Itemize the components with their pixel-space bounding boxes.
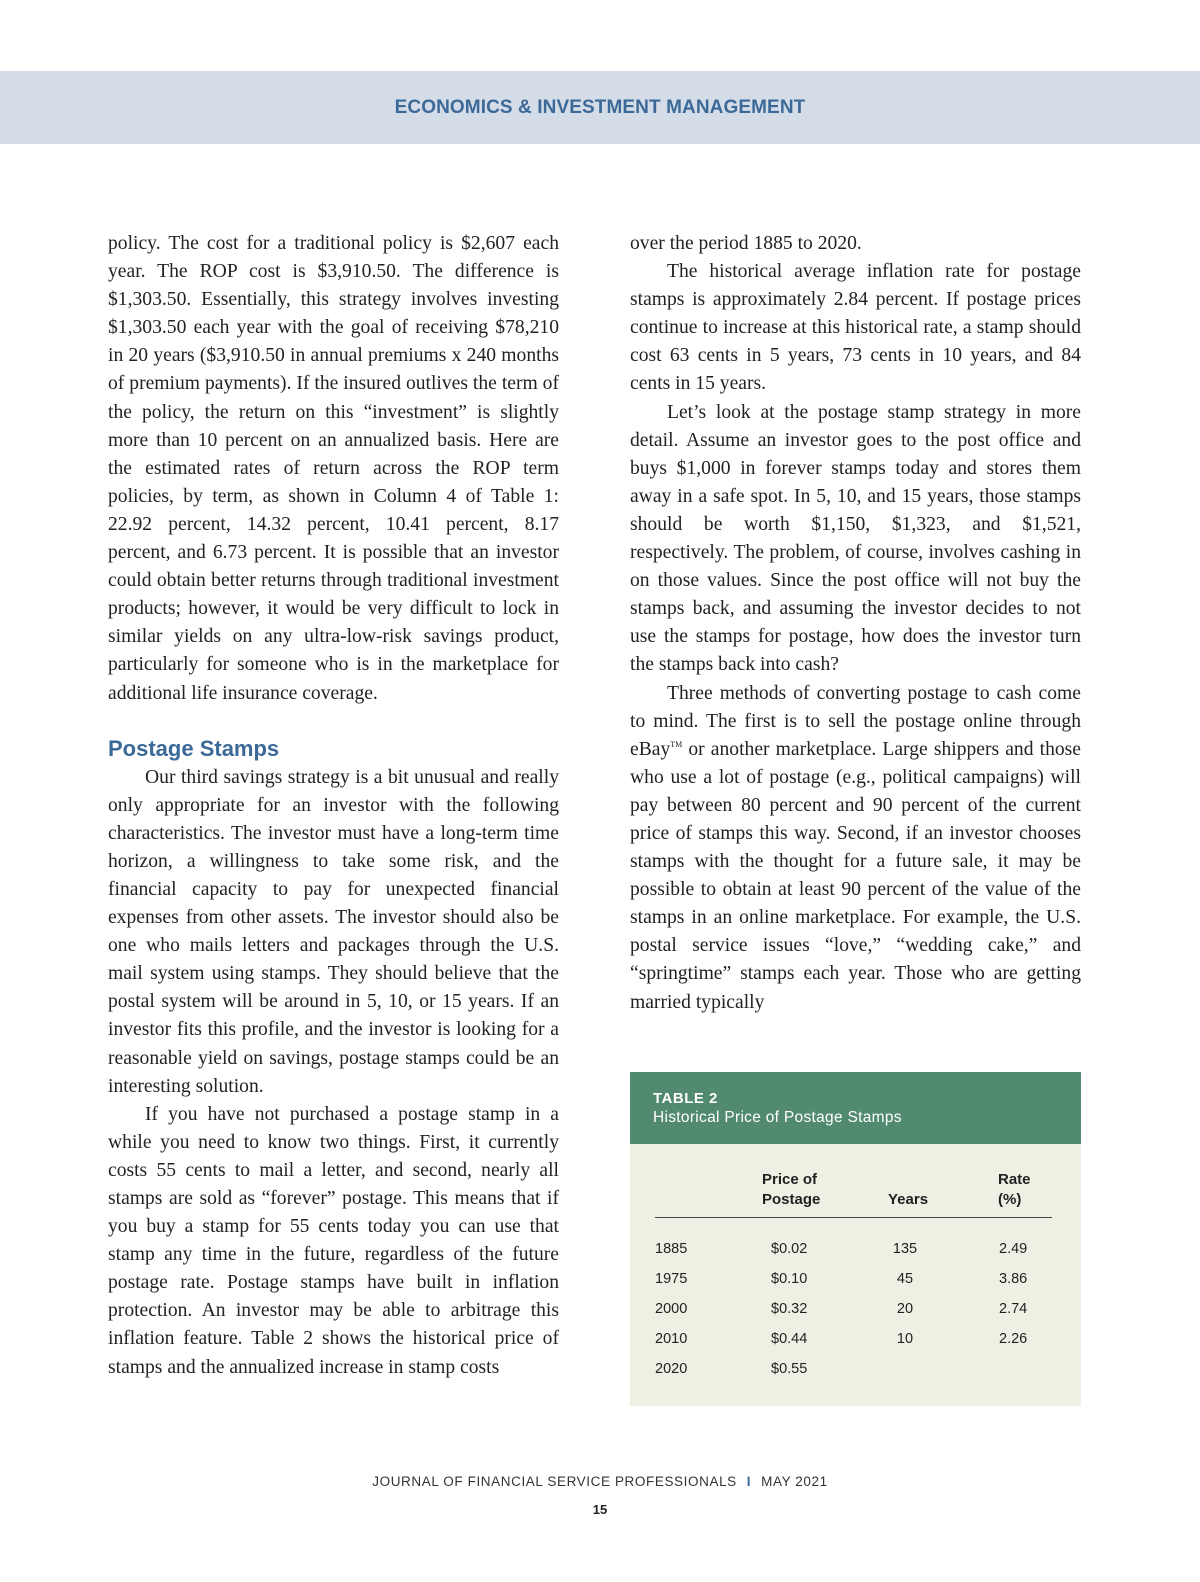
column-header-rate	[998, 1170, 1031, 1210]
trademark-symbol: TM	[670, 739, 683, 749]
cell-years: 10	[896, 1331, 914, 1347]
column-header-price	[762, 1170, 820, 1210]
paragraph-text: or another marketplace. Large shippers and those who use a lot of postage (e.g., political campaigns) will pay between 80 percent and 90 percent of the current price of stamps this way. Second, if an investor chooses stamps with the thought for a future sale, it may be possible to obtain at least 90 percent of the value of the stamps in an online marketplace. For example, the U.S. postal service issues “love,” “wedding cake,” and “springtime” stamps each year. Those who are getting married typically	[630, 738, 1081, 1013]
table-row	[630, 1239, 1081, 1269]
table-row	[630, 1359, 1081, 1389]
cell-year: 1885	[655, 1241, 688, 1257]
page-footer	[0, 1474, 1200, 1489]
table-header-rule	[655, 1217, 1052, 1218]
column-header-text: (%)	[998, 1191, 1022, 1208]
column-header-years: Years	[888, 1191, 929, 1208]
cell-rate: 2.26	[999, 1331, 1028, 1347]
cell-price: $0.44	[771, 1331, 808, 1347]
table-label: TABLE 2	[653, 1090, 718, 1107]
cell-price: $0.55	[771, 1361, 808, 1377]
table-row	[630, 1269, 1081, 1299]
footer-separator: I	[746, 1474, 752, 1489]
paragraph	[630, 680, 1081, 1017]
paragraph: policy. The cost for a traditional policy is $2,607 each year. The ROP cost is $3,910.50. The difference is $1,303.50. Essentially, this strategy involves investing $1,303.50 each year with the goal of receiving $78,210 in 20 years ($3,910.50 in annual premiums x 240 months of premium payments). If the insured outlives the term of the policy, the return on this “investment” is slightly more than 10 percent on an annualized basis. Here are the estimated rates of return across the ROP term policies, by term, as shown in Column 4 of Table 1: 22.92 percent, 14.32 percent, 10.41 percent, 8.17 percent, and 6.73 percent. It is possible that an investor could obtain better returns through traditional investment products; however, it would be very difficult to lock in similar yields on any ultra-low-risk savings product, particularly for someone who is in the marketplace for additional life insurance coverage.	[108, 233, 559, 704]
section-heading: Postage Stamps	[108, 735, 280, 761]
table-caption: Historical Price of Postage Stamps	[653, 1109, 902, 1126]
column-header-text: Rate	[998, 1171, 1031, 1188]
issue-date: MAY 2021	[761, 1474, 828, 1489]
cell-price: $0.32	[771, 1301, 808, 1317]
paragraph: Let’s look at the postage stamp strategy in more detail. Assume an investor goes to the post office and buys $1,000 in forever stamps today and stores them away in a safe spot. In 5, 10, and 15 years, those stamps should be worth $1,150, $1,323, and $1,521, respectively. The problem, of course, involves cashing in on those values. Since the post office will not buy the stamps back, and assuming the investor decides to not use the stamps for postage, how does the investor turn the stamps back into cash?	[630, 401, 1081, 676]
table-header-bar	[630, 1072, 1081, 1144]
section-banner	[0, 71, 1200, 144]
paragraph: over the period 1885 to 2020.	[630, 233, 862, 254]
cell-years: 135	[892, 1241, 918, 1257]
cell-price: $0.02	[771, 1241, 808, 1257]
cell-years: 20	[896, 1301, 914, 1317]
left-column	[108, 230, 559, 1382]
cell-rate: 2.49	[999, 1241, 1028, 1257]
paragraph: The historical average inflation rate for postage stamps is approximately 2.84 percent. If postage prices continue to increase at this historical rate, a stamp should cost 63 cents in 5 years, 73 cents in 10 years, and 84 cents in 15 years.	[630, 261, 1081, 395]
cell-year: 2000	[655, 1301, 688, 1317]
cell-years: 45	[896, 1271, 914, 1287]
table-body	[630, 1239, 1081, 1389]
paragraph: If you have not purchased a postage stamp in a while you need to know two things. First, it currently costs 55 cents to mail a letter, and second, nearly all stamps are sold as “forever” postage. This means that if you buy a stamp for 55 cents today you can use that stamp any time in the future, regardless of the future postage rate. Postage stamps have built in inflation protection. An investor may be able to arbitrage this inflation feature. Table 2 shows the historical price of stamps and the annualized increase in stamp costs	[108, 1103, 559, 1378]
cell-rate: 2.74	[999, 1301, 1028, 1317]
table-row	[630, 1329, 1081, 1359]
column-header-text: Postage	[762, 1191, 821, 1208]
column-header-text: Price of	[762, 1171, 818, 1188]
journal-name: JOURNAL OF FINANCIAL SERVICE PROFESSIONALS	[372, 1474, 737, 1489]
paragraph-text: Three methods of converting postage to cash come to mind. The first is to sell the postage online through eBay	[630, 682, 1081, 760]
table-column-headers	[630, 1144, 1081, 1218]
paragraph: Our third savings strategy is a bit unusual and really only appropriate for an investor with the following characteristics. The investor must have a long-term time horizon, a willingness to take some risk, and the financial capacity to pay for unexpected financial expenses from other assets. The investor should also be one who mails letters and packages through the U.S. mail system using stamps. They should believe that the postal system will be around in 5, 10, or 15 years. If an investor fits this profile, and the investor is looking for a reasonable yield on savings, postage stamps could be an interesting solution.	[108, 766, 559, 1097]
page-number: 15	[592, 1502, 608, 1517]
cell-year: 2020	[655, 1361, 688, 1377]
right-column	[630, 230, 1081, 1017]
cell-rate: 3.86	[999, 1271, 1028, 1287]
postage-price-table	[630, 1072, 1081, 1406]
table-row	[630, 1299, 1081, 1329]
section-title: ECONOMICS & INVESTMENT MANAGEMENT	[394, 96, 806, 118]
cell-price: $0.10	[771, 1271, 808, 1287]
cell-year: 1975	[655, 1271, 688, 1287]
cell-year: 2010	[655, 1331, 688, 1347]
